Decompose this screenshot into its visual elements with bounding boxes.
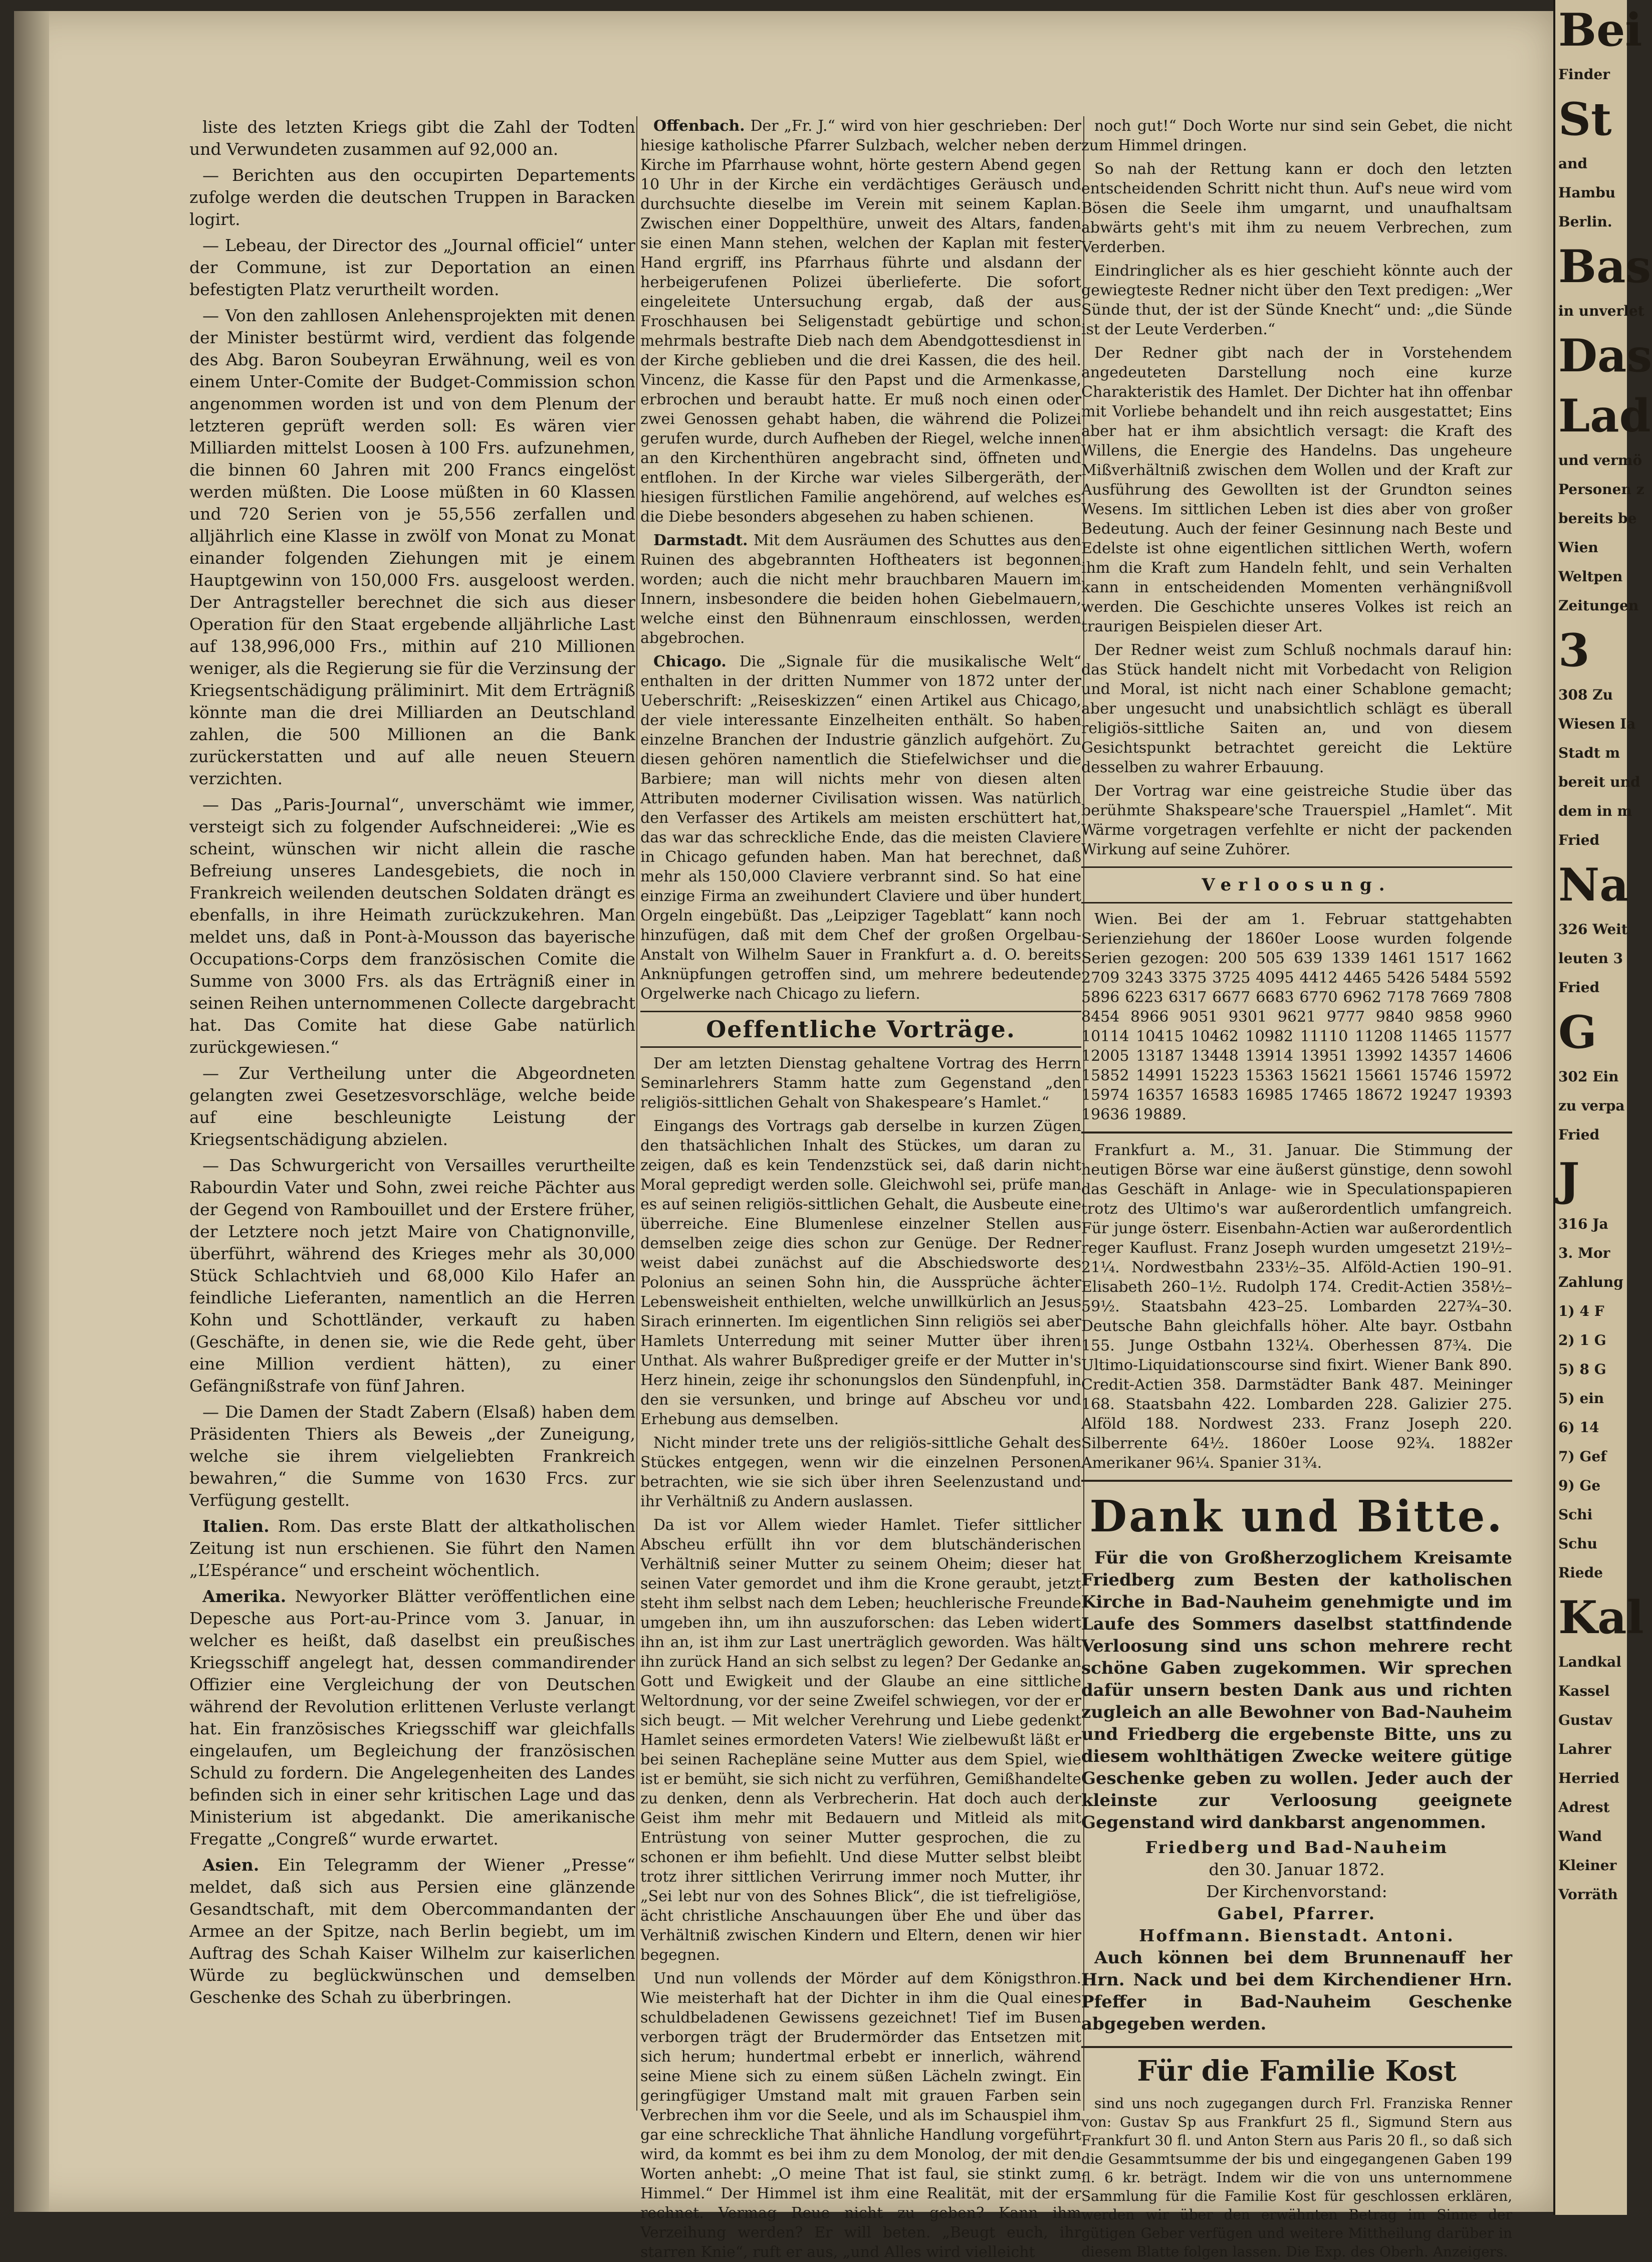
ad-signer-pastor: Gabel, Pfarrer. bbox=[1217, 1904, 1376, 1923]
neighbor-fragment: and bbox=[1558, 155, 1588, 172]
neighbor-fragment: Das bbox=[1558, 329, 1652, 382]
neighbor-fragment: Wien bbox=[1558, 539, 1598, 556]
article-paragraph bbox=[189, 1586, 635, 1850]
article-paragraph bbox=[640, 531, 1081, 648]
boerse-frankfurt: Frankfurt a. M., 31. Januar. Die Stimmung der heutigen Börse war eine äußerst günstige, denn sowohl das Geschäft in Anlage- wie in Speculationspapieren trotz des Ultimo's war außerordentlich umfangreich. Für junge österr. Eisenbahn-Actien war außerordentlich reger Kauflust. Franz Joseph wurden umgesetzt 219½–21¼. Nordwestbahn 233½–35. Alföld-Actien 190–91. Elisabeth 260–1½. Rudolph 174. Credit-Actien 358½–59½. Staatsbahn 423–25. Lombarden 227¾–30. Deutsche Bahn gleichfalls höher. Alte bayr. Ostbahn 155. Junge Ostbahn 132¼. Oberhessen 87¾. Die Ultimo-Liquidationscourse sind fixirt. Wiener Bank 890. Credit-Actien 358. Darmstädter Bank 487. Meininger 168. Staatsbahn 422. Lombarden 228. Galizier 275. Alföld 188. Nordwest 233. Franz Joseph 220. Silberrente 64½. 1860er Loose 92¾. 1882er Amerikaner 96¼. Spanier 31¾. bbox=[1081, 1142, 1512, 1472]
article-paragraph bbox=[189, 1062, 635, 1151]
family-kost-title: Für die Familie Kost bbox=[1081, 2046, 1512, 2088]
article-paragraph: Der Redner gibt nach der in Vorstehendem angedeuteten Darstellung noch eine kurze Charakteristik des Hamlet. Der Dichter hat ihn offenbar mit Vorliebe behandelt und ihn reich ausgestattet; Eins aber hat er ihm absichtlich versagt: die Kraft des Willens, die Energie des Handelns. Das ungeheure Mißverhältniß zwischen dem Wollen und der Kraft zur Ausführung des Gewollten ist der Grundton seines Wesens. Im sittlichen Leben ist dies aber von großer Bedeutung. Auch der feiner Gesinnung nach Beste und Edelste ist ohne eigentlichen sittlichen Werth, wofern ihm die Kraft zum Handeln fehlt, und sein Verhalten kann in entscheidenden Momenten verhängnißvoll werden. Die Geschichte unseres Volkes ist reich an traurigen Beispielen dieser Art. bbox=[1081, 344, 1512, 635]
article-paragraph bbox=[189, 164, 635, 231]
neighbor-fragment: Stadt m bbox=[1558, 745, 1620, 761]
neighbor-fragment: Na bbox=[1558, 858, 1629, 912]
divider bbox=[1081, 1132, 1512, 1134]
article-text: Der „Fr. J.“ wird von hier geschrieben: Der hiesige katholische Pfarrer Sulzbach, welcher neben der Kirche im Pfarrhause wohnt, hörte gestern Abend gegen 10 Uhr in der Kirche ein verdächtiges Geräusch und durchsuchte dieselbe im Verein mit seinem Kaplan. Zwischen einer Doppelthüre, unweit des Altars, fanden sie einen Mann stehen, welchen der Kaplan mit fester Hand ergriff, ins Pfarrhaus führte und alsdann der herbeigerufenen Polizei überlieferte. Die sofort eingeleitete Untersuchung ergab, daß der aus Froschhausen bei Seligenstadt gebürtige und schon mehrmals bestrafte Dieb nach dem Abendgottesdienst in der Kirche geblieben und die drei Kassen, die des heil. Vincenz, die Kasse für den Papst und die Armenkasse, erbrochen und beraubt hatte. Er muß noch einen oder zwei Genossen gehabt haben, die während die Polizei gerufen wurde, durch Aufheben der Riegel, welche innen an den Kirchenthüren angebracht sind, öffneten und entflohen. In der Kirche war vieles Silbergeräth, der hiesigen fürstlichen Familie angehörend, auf welches es die Diebe besonders abgesehen zu haben schienen. bbox=[640, 117, 1081, 526]
column-rule bbox=[636, 116, 637, 2111]
neighbor-fragment: 2) 1 G bbox=[1558, 1332, 1606, 1348]
neighbor-fragment: 7) Gef bbox=[1558, 1448, 1607, 1465]
ad-date: den 30. Januar 1872. bbox=[1209, 1860, 1385, 1879]
neighbor-fragment: Finder bbox=[1558, 66, 1610, 83]
neighbor-fragment: Kassel bbox=[1558, 1683, 1610, 1699]
column-1 bbox=[189, 116, 635, 2101]
neighbor-fragment: 302 Ein bbox=[1558, 1068, 1619, 1085]
dateline: Asien. bbox=[202, 1855, 260, 1875]
neighbor-fragment: Kal bbox=[1558, 1591, 1644, 1644]
dateline: Offenbach. bbox=[653, 117, 745, 135]
neighbor-fragment: 6) 14 bbox=[1558, 1419, 1599, 1436]
article-paragraph bbox=[189, 305, 635, 790]
section-heading-vortraege: Oeffentliche Vorträge. bbox=[640, 1011, 1081, 1048]
article-paragraph bbox=[189, 1854, 635, 2008]
family-kost-text: sind uns noch zugegangen durch Frl. Franziska Renner von: Gustav Sp aus Frankfurt 25 fl., Sigmund Stern aus Frankfurt 30 fl. und Anton Stern aus Paris 20 fl., so daß sich die Gesammtsumme der bis und eingegangenen Gaben 199 fl. 6 kr. beträgt. Indem wir die von uns unternommene Sammlung für die Familie Kost für geschlossen erklären, werden wir über den erwähnten Betrag im Sinne der gütigen Geber verfügen und weitere Mittheilung darüber in diesem Blatte folgen lassen. Die Exp. des Oberh. Anzeigers. bbox=[1081, 2095, 1512, 2260]
neighbor-fragment: Schu bbox=[1558, 1535, 1597, 1552]
article-paragraph bbox=[189, 1515, 635, 1581]
neighbor-fragment: J bbox=[1558, 1153, 1580, 1206]
neighbor-fragment: 5) 8 G bbox=[1558, 1361, 1606, 1378]
article-paragraph: So nah der Rettung kann er doch den letzten entscheidenden Schritt nicht thun. Auf's neue wird vom Bösen die Seele ihm umgarnt, und unaufhaltsam abwärts geht's mit ihm zu neuem Verbrechen, zum Verderben. bbox=[1081, 160, 1512, 256]
ad-body bbox=[1081, 1547, 1512, 1834]
dateline: Italien. bbox=[202, 1516, 270, 1536]
neighbor-fragment: 326 Weit bbox=[1558, 921, 1628, 938]
article-text: — Zur Vertheilung unter die Abgeordneten gelangten zwei Gesetzesvorschläge, welche beide auf eine beschleunigte Leistung der Kriegsentschädigung abzielen. bbox=[189, 1063, 635, 1149]
dateline: Chicago. bbox=[653, 653, 727, 670]
neighbor-fragment: leuten 3 bbox=[1558, 950, 1623, 967]
article-text: Rom. Das erste Blatt der altkatholischen Zeitung ist nun erschienen. Sie führt den Namen „L’Espérance“ und erscheint wöchentlich. bbox=[189, 1516, 635, 1580]
section-heading-verloosung: Verloosung. bbox=[1081, 866, 1512, 903]
divider bbox=[1081, 1480, 1512, 1482]
neighbor-fragment: Herried bbox=[1558, 1770, 1619, 1786]
article-paragraph bbox=[640, 116, 1081, 527]
neighbor-fragment: bereits be bbox=[1558, 510, 1637, 527]
article-text: — Das Schwurgericht von Versailles verurtheilte Rabourdin Vater und Sohn, zwei reiche Pächter aus der Gegend von Rambouillet und der Erstere früher, der Letztere noch jetzt Maire von Chatignonville, überführt, während des Krieges mehr als 30,000 Stück Schlachtvieh und 68,000 Kilo Hafer an feindliche Lieferanten, namentlich an die Herren Kohn und Schottländer, verkauft zu haben (Geschäfte, in denen sie, wie die Rede geht, über eine Million verdient hätten), zu einer Gefängnißstrafe von fünf Jahren. bbox=[189, 1156, 635, 1396]
neighbor-fragment: Fried bbox=[1558, 832, 1600, 848]
neighbor-fragment: und vermö bbox=[1558, 452, 1642, 469]
article-paragraph: Der am letzten Dienstag gehaltene Vortrag des Herrn Seminarlehrers Stamm hatte zum Gegenstand „den religiös-sittlichen Gehalt von Shakespeare’s Hamlet.“ bbox=[640, 1055, 1081, 1111]
neighbor-fragment: St bbox=[1558, 93, 1612, 146]
ad-footer-text: Auch können bei dem Brunnenauff her Hrn. Nack und bei dem Kirchendiener Hrn. Pfeffer in Bad-Nauheim Geschenke abgegeben werden. bbox=[1081, 1948, 1512, 2034]
ad-title: Dank und Bitte. bbox=[1089, 1491, 1504, 1542]
article-paragraph bbox=[640, 652, 1081, 1004]
neighbor-fragment: 5) ein bbox=[1558, 1390, 1604, 1407]
article-paragraph: Der Vortrag war eine geistreiche Studie über das berühmte Shakspeare'sche Trauerspiel „Hamlet“. Mit Wärme vorgetragen verfehlte er nicht der packenden Wirkung auf seine Zuhörer. bbox=[1081, 782, 1512, 858]
ad-signers: Hoffmann. Bienstadt. Antoni. bbox=[1139, 1926, 1455, 1945]
ad-paragraph: Für die von Großherzoglichem Kreisamte Friedberg zum Besten der katholischen Kirche in Bad-Nauheim genehmigte und im Laufe des Sommers daselbst stattfindende Verloosung sind uns schon mehrere recht schöne Gaben zugekommen. Wir sprechen dafür unsern besten Dank aus und richten zugleich an alle Bewohner von Bad-Nauheim und Friedberg die ergebenste Bitte, uns zu diesem wohlthätigen Zwecke weitere gütige Geschenke geben zu wollen. Jeder auch der kleinste zur Verloosung geeignete Gegenstand wird dankbarst angenommen. bbox=[1081, 1548, 1512, 1833]
article-paragraph bbox=[189, 794, 635, 1058]
dateline: Amerika. bbox=[202, 1587, 287, 1606]
column-3 bbox=[1081, 116, 1512, 2260]
neighbor-fragment: Berlin. bbox=[1558, 213, 1612, 230]
neighbor-fragment: Adrest bbox=[1558, 1799, 1610, 1816]
article-paragraph: Nicht minder trete uns der religiös-sittliche Gehalt des Stückes entgegen, wenn wir die einzelnen Personen betrachten, wie sie sich über ihren Seelenzustand und ihr Verhältniß zu Andern auslassen. bbox=[640, 1434, 1081, 1510]
article-paragraph bbox=[189, 116, 635, 160]
ad-place: Friedberg und Bad-Nauheim bbox=[1145, 1838, 1449, 1857]
neighbor-fragment: bereit und bbox=[1558, 774, 1640, 790]
neighbor-fragment: Riede bbox=[1558, 1564, 1603, 1581]
ad-org: Der Kirchenvorstand: bbox=[1206, 1882, 1387, 1901]
neighbor-fragment: 316 Ja bbox=[1558, 1216, 1608, 1232]
article-paragraph: noch gut!“ Doch Worte nur sind sein Gebet, die nicht zum Himmel dringen. bbox=[1081, 117, 1512, 154]
neighbor-fragment: Bas bbox=[1558, 240, 1651, 293]
neighbor-fragment: 308 Zu bbox=[1558, 687, 1613, 703]
article-paragraph: Der Redner weist zum Schluß nochmals darauf hin: das Stück handelt nicht mit Vorbedacht von Religion und Moral, ist nicht nach einer Schablone gemacht; aber ungesucht und unabsichtlich schlägt es überall religiös-sittliche Saiten an, und von diesem Gesichtspunkt betrachtet gereicht die Lektüre desselben zu wahrer Erbauung. bbox=[1081, 641, 1512, 776]
neighbor-fragment: Landkal bbox=[1558, 1654, 1621, 1670]
article-text: — Lebeau, der Director des „Journal officiel“ unter der Commune, ist zur Deportation an einen befestigten Platz verurtheilt worden. bbox=[189, 236, 635, 299]
article-text: Mit dem Ausräumen des Schuttes aus den Ruinen des abgebrannten Hoftheaters ist begonnen worden; auch die nicht mehr brauchbaren Mauern im Innern, insbesondere die beiden hohen Giebelmauern, welche einst den Bühnenraum einschlossen, werden abgebrochen. bbox=[640, 532, 1081, 647]
neighbor-fragment: Zahlung bbox=[1558, 1274, 1623, 1290]
neighbor-fragment: Fried bbox=[1558, 979, 1600, 996]
neighbor-fragment: Vorräth bbox=[1558, 1886, 1618, 1903]
article-text: — Die Damen der Stadt Zabern (Elsaß) haben dem Präsidenten Thiers als Beweis „der Zuneigung, welche sie ihrem vielgeliebten Frankreich bewahren,“ die Summe von 1630 Frcs. zur Verfügung gestellt. bbox=[189, 1402, 635, 1510]
neighbor-fragment: in unverlet bbox=[1558, 303, 1644, 319]
article-text: — Berichten aus den occupirten Departements zufolge werden die deutschen Truppen in Baracken logirt. bbox=[189, 165, 635, 229]
neighbor-fragment: Zeitungen bbox=[1558, 597, 1639, 614]
article-text: Newyorker Blätter veröffentlichen eine Depesche aus Port-au-Prince vom 3. Januar, in welcher es heißt, daß daselbst ein preußisches Kriegsschiff angelegt hat, dessen commandirender Offizier eine Vergleichung der von Deutschen während der Revolution erlittenen Verluste verlangt hat. Ein französisches Kriegsschiff war gleichfalls eingelaufen, um Begleichung der französischen Schuld zu fordern. Die Angelegenheiten des Landes befinden sich in einer sehr kritischen Lage und das Ministerium ist abgedankt. Die amerikanische Fregatte „Congreß“ wurde erwartet. bbox=[189, 1587, 635, 1849]
neighbor-fragment: 9) Ge bbox=[1558, 1477, 1601, 1494]
neighbor-fragment: dem in m bbox=[1558, 803, 1632, 819]
article-text: — Von den zahllosen Anlehensprojekten mit denen der Minister bestürmt wird, verdient das folgende des Abg. Baron Soubeyran Erwähnung, weil es von einem Unter-Comite der Budget-Commission schon angenommen worden ist und von dem Plenum der letzteren geprüft werden soll: Es wären vier Milliarden mittelst Loosen à 100 Frs. aufzunehmen, die binnen 60 Jahren mit 200 Francs eingelöst werden müßten. Die Loose müßten in 60 Klassen und 720 Serien von je 55,556 zerfallen und alljährlich eine Klasse in zwölf von Monat zu Monat einander folgenden Ziehungen mit je einem Hauptgewinn von 150,000 Frs. ausgeloost werden. Der Antragsteller berechnet die sich aus dieser Operation für den Staat ergebende alljährliche Last auf 138,996,000 Frs., mithin auf 210 Millionen weniger, als die Regierung sie für die Verzinsung der Kriegsentschädigung präliminirt. Mit dem Erträgniß könnte man die drei Milliarden an Deutschland zahlen, die 500 Millionen an die Bank zurückerstatten und auf alle neuen Steuern verzichten. bbox=[189, 306, 635, 788]
neighbor-fragment: Wand bbox=[1558, 1828, 1602, 1845]
article-text: — Das „Paris-Journal“, unverschämt wie immer, versteigt sich zu folgender Aufschneiderei: „Wie es scheint, wünschen wir nicht allein die rasche Befreiung unseres Landesgebiets, die noch in Frankreich weilenden deutschen Soldaten drängt es ebenfalls, in ihre Heimath zurückzukehren. Man meldet uns, daß in Pont-à-Mousson das bayerische Occupations-Corps dem französischen Comite die Summe von 3000 Frs. als das Erträgniß einer in seinen Reihen unternommenen Collecte dargebracht hat. Das Comite hat diese Gabe natürlich zurückgewiesen.“ bbox=[189, 795, 635, 1057]
neighbor-fragment: Lad bbox=[1558, 389, 1651, 442]
neighbor-fragment: zu verpa bbox=[1558, 1097, 1625, 1114]
article-paragraph bbox=[189, 1155, 635, 1397]
newspaper-page bbox=[14, 11, 1555, 2261]
article-paragraph: Eingangs des Vortrags gab derselbe in kurzen Zügen den thatsächlichen Inhalt des Stückes, um daran zu zeigen, daß es kein Tendenzstück sei, daß darin nicht Moral gepredigt werden solle. Gleichwohl sei, prüfe man es auf seinen religiös-sittlichen Gehalt, die Ausbeute eine überreiche. Eine Blumenlese einzelner Stellen aus demselben zeige dies schon zur Genüge. Der Redner weist dabei zunächst auf die Abschiedsworte des Polonius an seinen Sohn hin, die Aussprüche ächter Lebensweisheit enthielten, welche unwillkürlich an Jesus Sirach erinnerten. Im eigentlichen Sinn religiös sei aber Hamlets Unterredung mit seiner Mutter über ihren Unthat. Als wahrer Bußprediger greife er der Mutter in's Herz hinein, zeige ihr schonungslos den Sündenpfuhl, in den sie versunken, und bringe auf Abscheu vor und Erhebung aus demselben. bbox=[640, 1117, 1081, 1428]
neighbor-fragment: G bbox=[1558, 1006, 1597, 1059]
ad-signature bbox=[1081, 1837, 1512, 1947]
neighbor-fragment: Hambu bbox=[1558, 184, 1616, 201]
verloosung-wien: Wien. Bei der am 1. Februar stattgehabten Serienziehung der 1860er Loose wurden folgende Serien gezogen: 200 505 639 1339 1461 1517 1662 2709 3243 3375 3725 4095 4412 4465 5426 5484 5592 5896 6223 6317 6677 6683 6770 6962 7178 7669 7808 8454 8966 9051 9301 9621 9777 9840 9858 9960 10114 10415 10462 10982 11110 11208 11465 11577 12005 13187 13448 13914 13951 13992 14357 14606 15852 14991 15223 15363 15621 15661 15746 15972 15974 16357 16583 16985 17465 18672 19247 19393 19636 19889. bbox=[1081, 911, 1512, 1123]
neighbor-fragment: Kleiner bbox=[1558, 1857, 1617, 1874]
binding-gutter bbox=[14, 11, 49, 2212]
neighbor-page-strip bbox=[1553, 0, 1652, 2215]
neighbor-fragment: Weltpen bbox=[1558, 568, 1623, 585]
neighbor-fragment: Gustav bbox=[1558, 1712, 1612, 1728]
article-text: liste des letzten Kriegs gibt die Zahl der Todten und Verwundeten zusammen auf 92,000 an. bbox=[189, 117, 635, 159]
neighbor-fragment: 3. Mor bbox=[1558, 1245, 1610, 1261]
neighbor-fragment: 1) 4 F bbox=[1558, 1303, 1604, 1319]
dateline: Darmstadt. bbox=[653, 532, 748, 549]
article-paragraph: Da ist vor Allem wieder Hamlet. Tiefer sittlicher Abscheu erfüllt ihn vor dem blutschänderischen Verhältniß seiner Mutter zu seinem Oheim; dieser hat seinen Vater gemordet und ihm die Krone geraubt, jetzt steht ihm selbst nach dem Leben; heuchlerische Freunde umgeben ihn, um ihn auszuforschen: das Leben widert ihn an, ist ihm zur Last unerträglich geworden. Was hält ihn zurück Hand an sich selbst zu legen? Der Gedanke an Gott und Ewigkeit und der Glaube an eine sittliche Weltordnung, vor der seine Zweifel schwiegen, vor der er sich beugt. — Mit welcher Verehrung und Liebe gedenkt Hamlet seines ermordeten Vaters! Wie zielbewußt läßt er bei seinen Rachepläne seine Mutter aus dem Spiel, wie ist er bemüht, sie sich nicht zu verführen, Gemißhandelte zu denken, denn als Verbrecherin. Hat doch auch der Geist ihm mehr mit Bedauern und Mitleid als mit Entrüstung von seiner Mutter gesprochen, die zu schonen er ihm befiehlt. Und diese Mutter selbst bleibt trotz ihrer sittlichen Verirrung immer noch Mutter, ihr „Sei lebt nur von des Sohnes Blick“, die ist tiefreligiöse, ächt christliche Anschauungen über Ehe und über das Verhältniß zwischen Kindern und Eltern, denen wir hier begegnen. bbox=[640, 1516, 1081, 1964]
column-2 bbox=[640, 116, 1081, 2261]
neighbor-fragment: Bei bbox=[1558, 4, 1642, 57]
article-text: Ein Telegramm der Wiener „Presse“ meldet, daß sich aus Persien eine glänzende Gesandtschaft, mit dem Obercommandanten der Armee an der Spitze, nach Berlin begiebt, um im Auftrag des Schah Kaiser Wilhelm zur kaiserlichen Würde zu beglückwünschen und demselben Geschenke des Schah zu überbringen. bbox=[189, 1855, 635, 2007]
neighbor-fragment: Schi bbox=[1558, 1506, 1593, 1523]
neighbor-fragment: 3 bbox=[1558, 624, 1590, 677]
family-kost-body bbox=[1081, 2094, 1512, 2261]
neighbor-fragment: Lahrer bbox=[1558, 1741, 1611, 1757]
ad-footer bbox=[1081, 1947, 1512, 2035]
neighbor-fragment: Wiesen Ia bbox=[1558, 716, 1636, 732]
article-paragraph: Eindringlicher als es hier geschieht könnte auch der gewiegteste Redner nicht über den Text predigen: „Wer Sünde thut, der ist der Sünde Knecht“ und: „die Sünde ist der Leute Verderben.“ bbox=[1081, 262, 1512, 338]
article-paragraph bbox=[189, 1401, 635, 1511]
article-paragraph bbox=[189, 235, 635, 301]
neighbor-fragment: Personen z bbox=[1558, 481, 1644, 498]
neighbor-fragment: Fried bbox=[1558, 1126, 1600, 1143]
article-paragraph: Und nun vollends der Mörder auf dem Königsthron. Wie meisterhaft hat der Dichter in ihm die Qual eines schuldbeladenen Gewissens gezeichnet! Tief im Busen verborgen trägt der Brudermörder das Entsetzen mit sich herum; hundertmal erbebt er innerlich, während seine Miene sich zu einem süßen Lächeln zwingt. Ein geringfügiger Umstand malt mit grauen Farben sein Verbrechen ihm vor die Seele, und als im Schauspiel ihm gar eine schreckliche That ähnliche Handlung vorgeführt wird, da kommt es bei ihm zu dem Monolog, der mit den Worten anhebt: „O meine That ist faul, sie stinkt zum Himmel.“ Der Himmel ist ihm eine Realität, mit der er rechnet. Vermag Reue nicht zu geben? Kann ihm Verzeihung werden? Er will beten. „Beugt euch, ihr starren Knie“, ruft er aus, „und Alles wird vielleicht bbox=[640, 1970, 1081, 2261]
article-text: Die „Signale für die musikalische Welt“ enthalten in der dritten Nummer von 1872 unter der Ueberschrift: „Reiseskizzen“ einen Artikel aus Chicago, der viele interessante Einzelheiten enthält. So haben einzelne Branchen der Industrie gänzlich aufgehört. Zu diesen gehören namentlich die Stiefelwichser und die Barbiere; man will nichts mehr von diesen alten Attributen moderner Civilisation wissen. Was natürlich den Verfasser des Artikels am meisten erschüttert hat, das war das schreckliche Ende, das die meisten Claviere in Chicago gefunden haben. Man hat berechnet, daß mehr als 150,000 Claviere verbrannt sind. So hat eine einzige Firma an zweihundert Claviere und über hundert Orgeln eingebüßt. Das „Leipziger Tageblatt“ kann noch hinzufügen, daß mit dem Chef der großen Orgelbau-Anstalt von Wilhelm Sauer in Frankfurt a. d. O. bereits Anknüpfungen getroffen sind, um mehrere bedeutende Orgelwerke nach Chicago zu liefern. bbox=[640, 653, 1081, 1003]
